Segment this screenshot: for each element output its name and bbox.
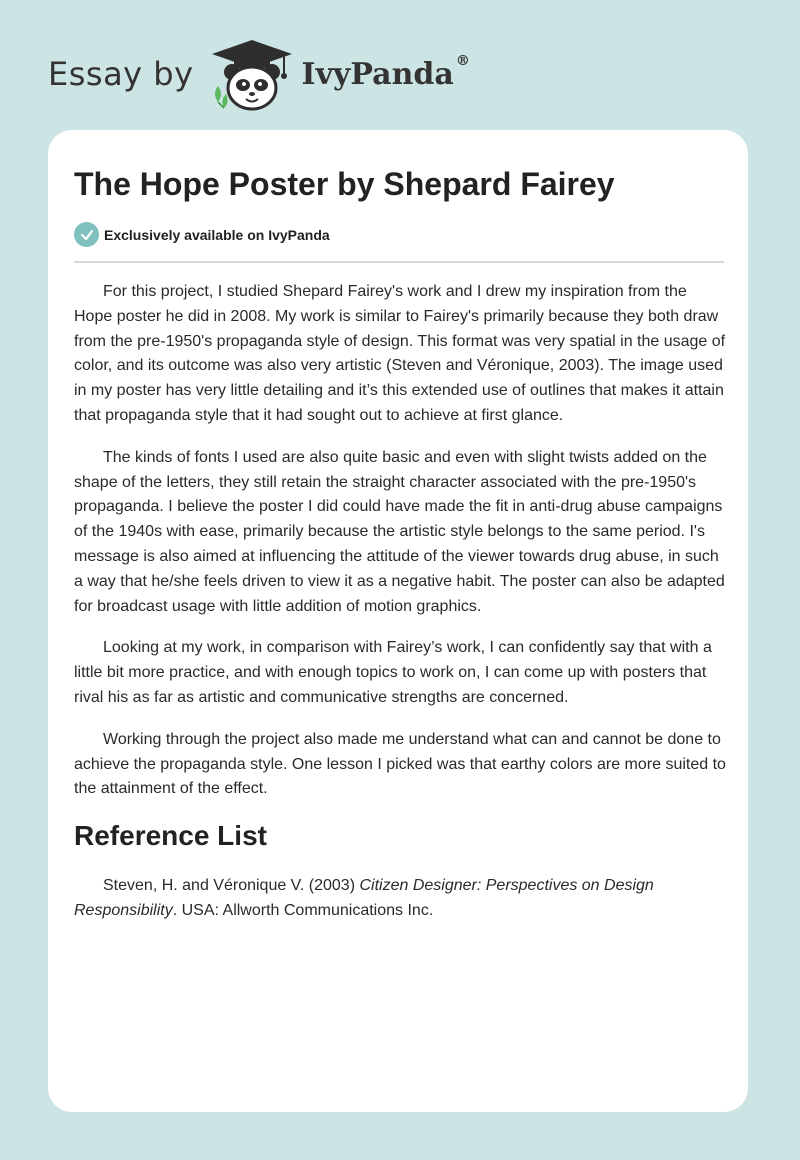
essay-card bbox=[48, 130, 748, 1112]
paragraph: Looking at my work, in comparison with Fairey’s work, I can confidently say that with a little bit more practice, and with enough topics to work on, I can come up with posters that rival his as far as artistic and communicative strengths are concerned. bbox=[74, 639, 712, 706]
paragraph: The kinds of fonts I used are also quite basic and even with slight twists added on the shape of the letters, they still retain the straight character associated with the pre-1950's propaganda. I believe the poster I did could have made the fit in anti-drug abuse campaigns of the 1940s with ease, primarily because the artistic style belongs to the same period. I's message is also aimed at influencing the attitude of the viewer towards drug abuse, in such a way that he/she feels driven to view it as a negative habit. The poster can also be adapted for broadcast usage with little addition of motion graphics. bbox=[74, 448, 725, 615]
badge-text: Exclusively available on IvyPanda bbox=[104, 226, 330, 243]
panda-logo-icon bbox=[208, 36, 296, 112]
reference-book-title: Citizen Designer: Perspectives on Design Responsibility bbox=[74, 877, 654, 919]
paragraph: For this project, I studied Shepard Fairey's work and I drew my inspiration from the Hope poster he did in 2008. My work is similar to Fairey's primarily because they both draw from the pre-1950's propaganda style of design. This format was very spatial in the usage of color, and its outcome was also very artistic (Steven and Véronique, 2003). The image used in my poster has very little detailing and it’s this extended use of outlines that makes it attain that propaganda style that it had sought out to achieve at first glance. bbox=[74, 283, 726, 424]
site-header bbox=[48, 34, 470, 114]
reference-entry: Steven, H. and Véronique V. (2003) Citizen Designer: Perspectives on Design Responsibility. USA: Allworth Communications Inc. bbox=[74, 877, 654, 919]
brand-name: IvyPanda ® bbox=[301, 52, 470, 92]
divider bbox=[74, 261, 724, 263]
essay-by-label: Essay by bbox=[48, 55, 194, 93]
reference-heading: Reference List bbox=[74, 820, 267, 852]
essay-body bbox=[74, 280, 726, 924]
exclusive-badge bbox=[74, 222, 330, 247]
page-title: The Hope Poster by Shepard Fairey bbox=[74, 166, 615, 202]
checkmark-icon bbox=[74, 222, 99, 247]
paragraph: Working through the project also made me understand what can and cannot be done to achieve the propaganda style. One lesson I picked was that earthy colors are more suited to the attainment of the effect. bbox=[74, 730, 726, 798]
